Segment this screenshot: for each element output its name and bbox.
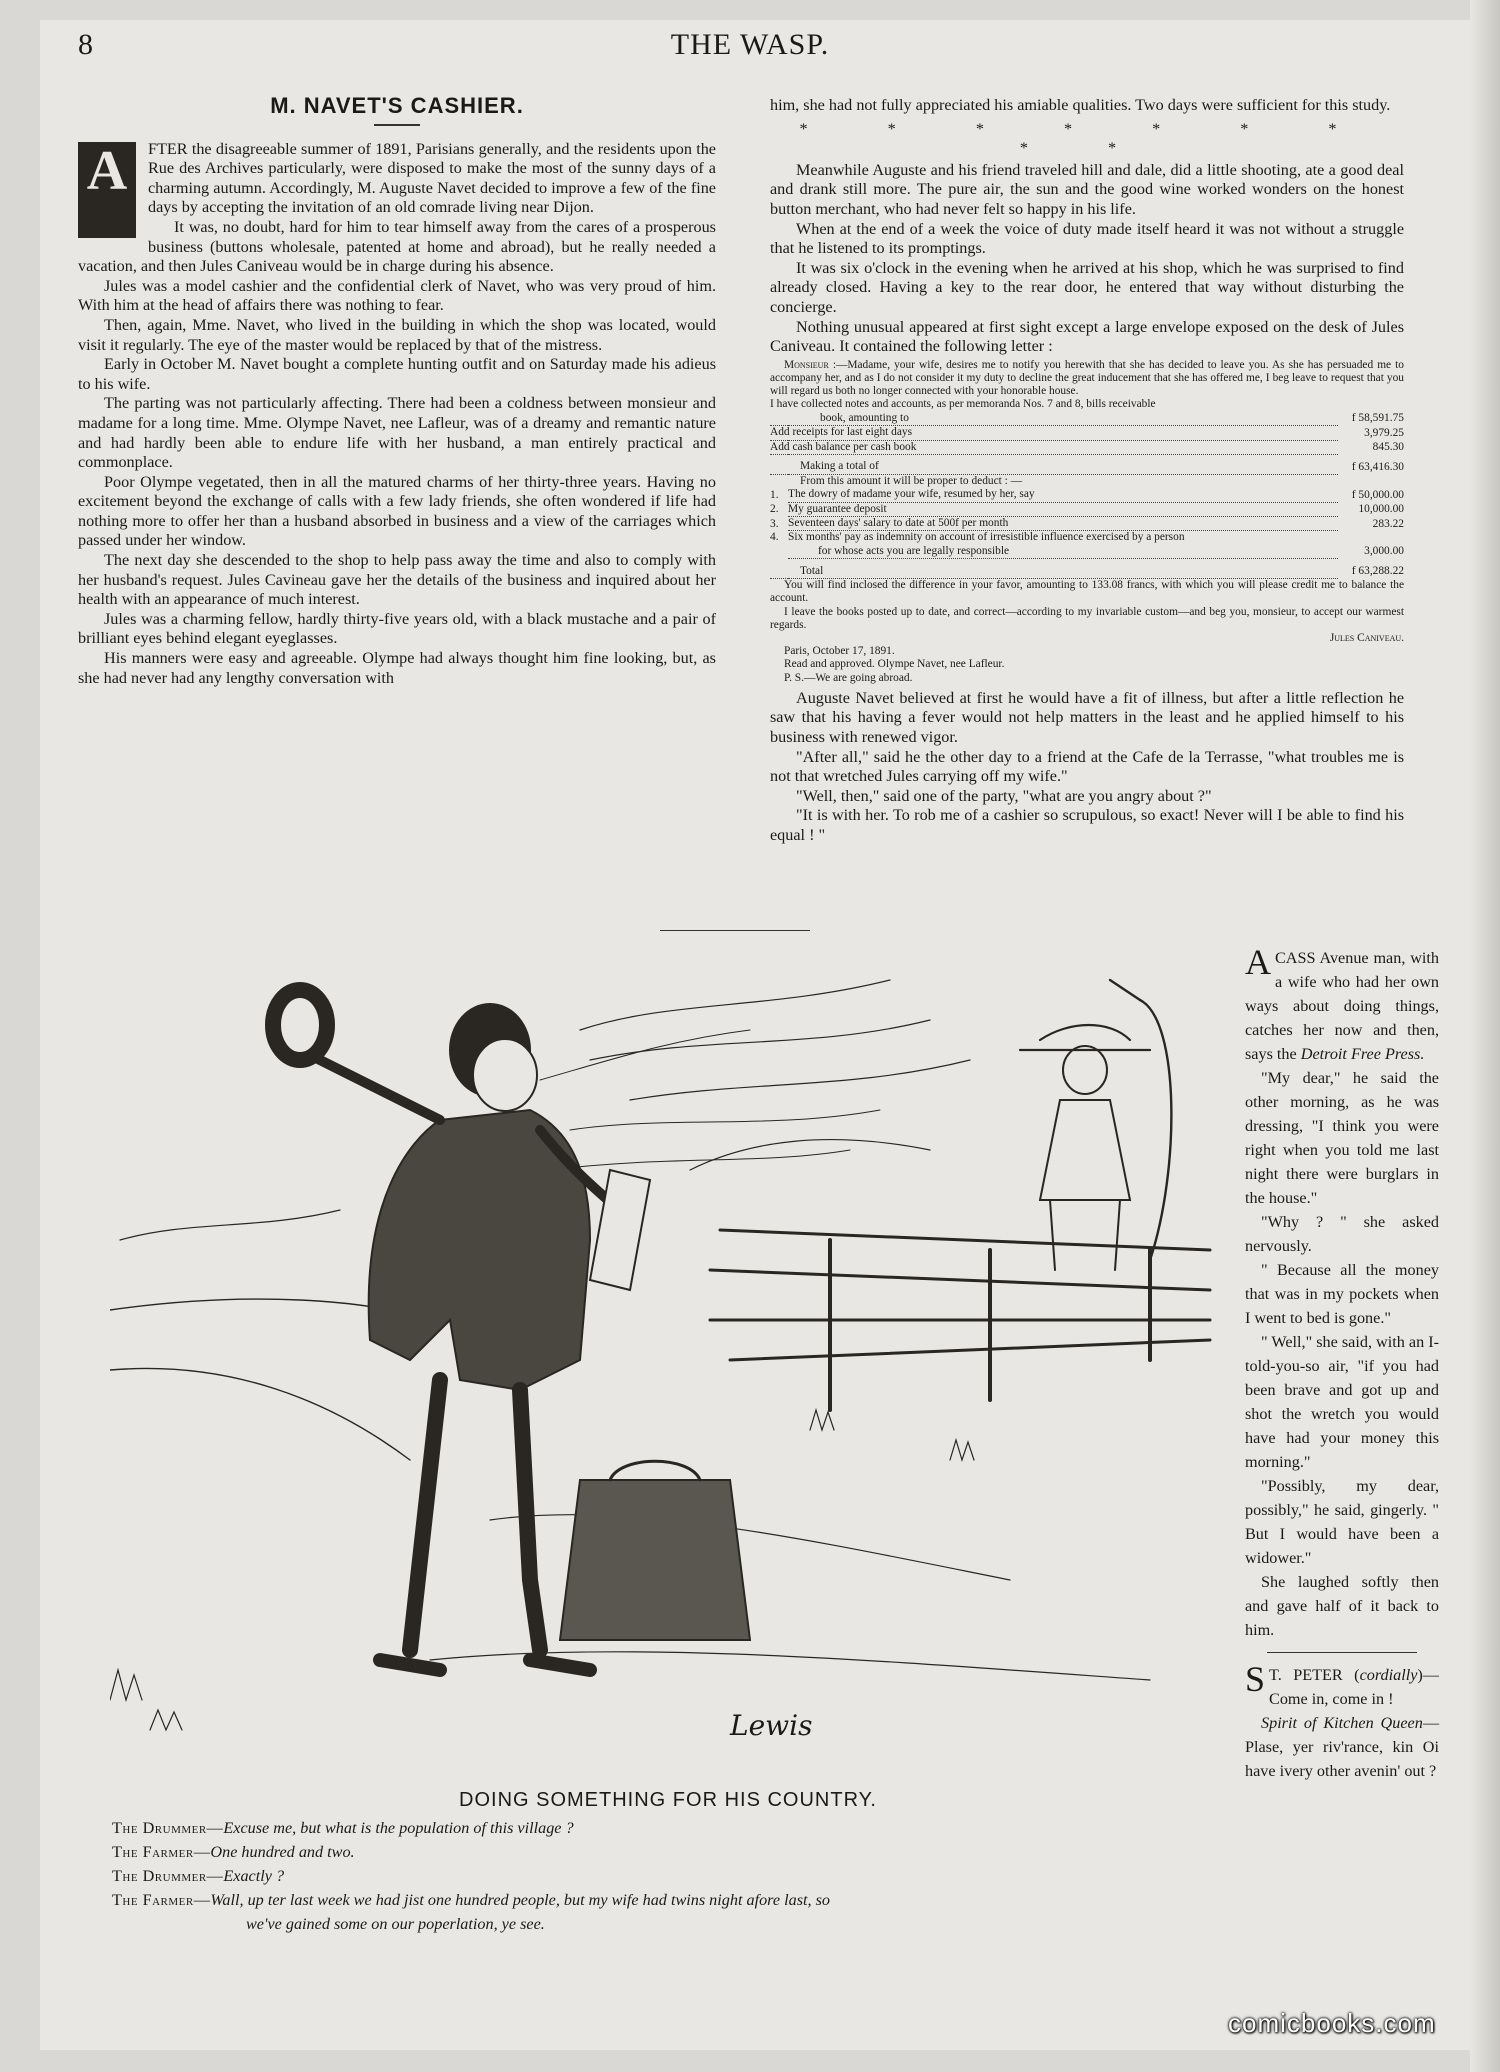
- ledger-row: [770, 398, 1404, 411]
- article-paragraph: It was six o'clock in the evening when he arrived at his shop, which he was surprised to find already closed. Having a key to the rear door, he entered that way without disturbing the concierge.: [770, 258, 1404, 316]
- ledger-row: [770, 426, 1404, 440]
- ledger-row: [770, 488, 1404, 502]
- ledger-amount: f 63,288.22: [1351, 565, 1404, 578]
- ledger-desc: Making a total of: [770, 460, 1338, 474]
- ledger-desc: Six months' pay as indemnity on account of irresistible influence exercised by a person: [788, 531, 1185, 544]
- ledger-desc: From this amount it will be proper to deduct : —: [800, 474, 1023, 487]
- article-paragraph: Nothing unusual appeared at first sight except a large envelope exposed on the desk of Jules Caniveau. It contained the following letter :: [770, 317, 1404, 356]
- dialogue-line: [108, 1840, 1228, 1864]
- ledger-num: 4.: [770, 531, 779, 544]
- dialogue-line: [108, 1816, 1228, 1840]
- sidebar-paragraph: ACASS Avenue man, with a wife who had her own ways about doing things, catches her now and then, says the Detroit Free Press.: [1245, 942, 1439, 1063]
- sidebar-paragraph: " Well," she said, with an I-told-you-so air, "if you had been brave and got up and shot the wretch you would have had your money this morning.": [1245, 1333, 1439, 1471]
- section-break-stars: * * * * * * * * *: [799, 119, 1375, 158]
- article-paragraph: When at the end of a week the voice of duty made itself heard it was not without a struggle that he listened to its promptings.: [770, 219, 1404, 258]
- letter-opening: —Madame, your wife, desires me to notify you herewith that she has decided to leave you. As she has persuaded me to accompany her, and as I do not consider it my duty to decline the great inducement that she has offered me, I beg leave to request that you will regard us both no longer connected with your honorable house.: [770, 358, 1404, 398]
- cashier-letter: [770, 359, 1404, 685]
- ledger-amount: 283.22: [1372, 517, 1404, 530]
- article-paragraph: Auguste Navet believed at first he would have a fit of illness, but after a little reflection he saw that his having a fever would not help matters in the least and he applied himself to his business with renewed vigor.: [770, 688, 1404, 747]
- sidebar-paragraph: S T. PETER (cordially)—Come in, come in !: [1245, 1659, 1439, 1708]
- ledger-amount: 845.30: [1372, 441, 1404, 454]
- sidebar-paragraph: "Why ? " she asked nervously.: [1245, 1213, 1439, 1255]
- sidebar-paragraph: Spirit of Kitchen Queen—Plase, yer riv'rance, kin Oi have ivery other avenin' out ?: [1245, 1714, 1439, 1780]
- dialogue-text: Excuse me, but what is the population of this village ?: [223, 1819, 574, 1837]
- ledger-row: [770, 517, 1404, 531]
- dialogue-continuation: we've gained some on our poperlation, ye see.: [246, 1915, 545, 1933]
- section-divider: [660, 930, 810, 931]
- article-paragraph: "After all," said he the other day to a friend at the Cafe de la Terrasse, "what troubles me is not that wretched Jules carrying off my wife.": [770, 747, 1404, 786]
- article-paragraph: "Well, then," said one of the party, "what are you angry about ?": [796, 786, 1212, 805]
- dialogue-speaker: The Drummer—: [112, 1867, 224, 1885]
- letter-postscript: P. S.—We are going abroad.: [784, 671, 913, 684]
- letter-closing: I leave the books posted up to date, and correct—according to my invariable custom—and beg you, monsieur, to accept our warmest regards.: [770, 605, 1404, 631]
- ledger-num: 3.: [770, 517, 779, 530]
- article-paragraph: His manners were easy and agreeable. Olympe had always thought him fine looking, but, as she had never had any lengthy conversation with: [78, 649, 716, 687]
- cartoon-illustration: [110, 940, 1215, 1770]
- ledger-desc: Total: [770, 565, 1338, 579]
- letter-approval: Read and approved. Olympe Navet, nee Lafleur.: [784, 658, 1005, 671]
- letter-date: Paris, October 17, 1891.: [784, 645, 895, 658]
- article-paragraph: "It is with her. To rob me of a cashier so scrupulous, so exact! Never will I be able to find his equal ! ": [770, 806, 1404, 844]
- article-paragraph: Jules was a charming fellow, hardly thirty-five years old, with a black mustache and a pair of brilliant eyes behind elegant eyeglasses.: [78, 609, 716, 648]
- ledger-row: [770, 440, 1404, 454]
- article-paragraph: Meanwhile Auguste and his friend traveled hill and dale, did a little shooting, ate a good deal and drank still more. The pure air, the sun and the good wine worked wonders on the honest button merchant, who had never felt so happy in his life.: [770, 160, 1404, 218]
- caption-title: DOING SOMETHING FOR HIS COUNTRY.: [459, 1789, 877, 1811]
- article-paragraph: him, she had not fully appreciated his amiable qualities. Two days were sufficient for this study.: [770, 96, 1391, 114]
- dialogue-line: [108, 1888, 1228, 1912]
- ledger-receipts: [770, 398, 1404, 579]
- ledger-row: [770, 531, 1404, 545]
- sidebar-paragraph: She laughed softly then and gave half of it back to him.: [1245, 1573, 1439, 1639]
- ledger-amount: [1338, 398, 1404, 411]
- article-paragraph: FTER the disagreeable summer of 1891, Parisians generally, and the residents upon the Rue des Archives particularly, were disposed to make the most of the sunny days of a charming autumn. Accordingly, M. Auguste Navet decided to improve a few of the fine days by accepting the invitation of an old comrade living near Dijon.: [148, 139, 716, 217]
- sidebar-paragraph: " Because all the money that was in my pockets when I went to bed is gone.": [1245, 1261, 1439, 1327]
- ledger-row: [770, 412, 1404, 426]
- dropcap-letter: A: [86, 139, 128, 202]
- dialogue-text: Exactly ?: [223, 1867, 285, 1885]
- dialogue-text: One hundred and two.: [210, 1843, 355, 1861]
- ledger-amount: f 58,591.75: [1351, 412, 1404, 425]
- sidebar-initial: A: [1245, 942, 1271, 982]
- source-credit: Detroit Free Press.: [1300, 1045, 1425, 1063]
- article-left-column: [78, 93, 716, 688]
- ledger-amount: [1338, 531, 1404, 545]
- ledger-amount: f 63,416.30: [1351, 460, 1404, 473]
- ledger-num: 2.: [770, 503, 779, 516]
- dropcap-ornament: [78, 139, 136, 238]
- ledger-amount: f 50,000.00: [1351, 488, 1404, 501]
- masthead: THE WASP.: [670, 28, 830, 61]
- dialogue-speaker: The Farmer—: [112, 1843, 211, 1861]
- sidebar-paragraph: "Possibly, my dear, possibly," he said, gingerly. " But I would have been a widower.": [1245, 1477, 1439, 1567]
- article-paragraph: Then, again, Mme. Navet, who lived in the building in which the shop was located, would visit it regularly. The eye of the master would be replaced by that of the mistress.: [78, 315, 716, 354]
- ledger-desc: The dowry of madame your wife, resumed by her, say: [788, 488, 1338, 502]
- page-header: [0, 28, 1500, 68]
- article-paragraph: The parting was not particularly affecting. There had been a coldness between monsieur and madame for a long time. Mme. Olympe Navet, nee Lafleur, was of a dreamy and remantic nature and had hardly been able to endure life with her husband, a man entirely practical and commonplace.: [78, 394, 716, 472]
- ledger-num: 1.: [770, 488, 779, 501]
- dialogue-text: Wall, up ter last week we had jist one hundred people, but my wife had twins night afore last, so: [210, 1891, 830, 1909]
- page-number: 8: [78, 28, 93, 61]
- dialogue-speaker: The Drummer—: [112, 1819, 224, 1837]
- cartoon-caption: [108, 1788, 1228, 1936]
- letter-salutation: Monsieur :: [784, 358, 836, 371]
- ledger-subtotal-row: [770, 460, 1404, 474]
- ledger-total-row: [770, 565, 1404, 579]
- letter-signature: Jules Caniveau.: [1329, 632, 1404, 645]
- ledger-amount: 3,979.25: [1364, 426, 1404, 439]
- ledger-desc: I have collected notes and accounts, as per memoranda Nos. 7 and 8, bills receivable: [770, 398, 1156, 411]
- ledger-row: [770, 502, 1404, 516]
- ledger-desc: book, amounting to: [770, 412, 1338, 426]
- ledger-desc: for whose acts you are legally responsible: [788, 545, 1338, 559]
- article-right-column: [770, 96, 1404, 846]
- ledger-desc: Add cash balance per cash book: [770, 440, 1338, 454]
- sidebar-initial: S: [1245, 1659, 1266, 1699]
- dialogue-line: [108, 1864, 1228, 1888]
- artist-signature: Lewis: [730, 1709, 813, 1742]
- speaker-name: Spirit of Kitchen Queen: [1261, 1714, 1423, 1732]
- letter-closing: You will find inclosed the difference in your favor, amounting to 133.08 francs, with which you will please credit me to balance the account.: [770, 579, 1404, 605]
- scan-edge-shadow: [1470, 0, 1500, 2072]
- article-title: M. NAVET'S CASHIER.: [270, 93, 524, 118]
- ledger-row: [770, 474, 1404, 488]
- ledger-desc: Add receipts for last eight days: [770, 426, 1338, 440]
- article-paragraph: Early in October M. Navet bought a complete hunting outfit and on Saturday made his adieus to his wife.: [78, 355, 716, 393]
- article-paragraph: Jules was a model cashier and the confidential clerk of Navet, who was very proud of him. With him at the head of affairs there was nothing to fear.: [78, 276, 716, 315]
- ledger-amount: 10,000.00: [1358, 503, 1404, 516]
- ledger-desc: My guarantee deposit: [788, 502, 1338, 516]
- ledger-row: [770, 545, 1404, 559]
- ledger-desc: Seventeen days' salary to date at 500f per month: [788, 517, 1338, 531]
- sidebar-jokes: [1245, 942, 1439, 1783]
- dialogue-speaker: The Farmer—: [112, 1891, 211, 1909]
- site-watermark: comicbooks.com: [1228, 2008, 1436, 2038]
- article-paragraph: It was, no doubt, hard for him to tear himself away from the cares of a prosperous business (buttons wholesale, patented at home and abroad), but he really needed a vacation, and then Jules Caniveau would be in charge during his absence.: [78, 217, 716, 276]
- sidebar-paragraph: "My dear," he said the other morning, as he was dressing, "I think you were right when you told me last night there were burglars in the house.": [1245, 1069, 1439, 1207]
- title-rule: [374, 124, 420, 126]
- article-paragraph: Poor Olympe vegetated, then in all the matured charms of her thirty-three years. Having no excitement beyond the exchange of calls with a few lady friends, she often wondered if life had nothing more to offer her than a husband absorbed in business and a view of the carriages which passed under her window.: [78, 472, 716, 550]
- ledger-amount: 3,000.00: [1364, 545, 1404, 558]
- sidebar-divider: [1267, 1652, 1417, 1653]
- article-paragraph: The next day she descended to the shop to help pass away the time and also to comply with her husband's request. Jules Cavineau gave her the details of the business and inquired about her health with an appearance of much interest.: [78, 551, 716, 609]
